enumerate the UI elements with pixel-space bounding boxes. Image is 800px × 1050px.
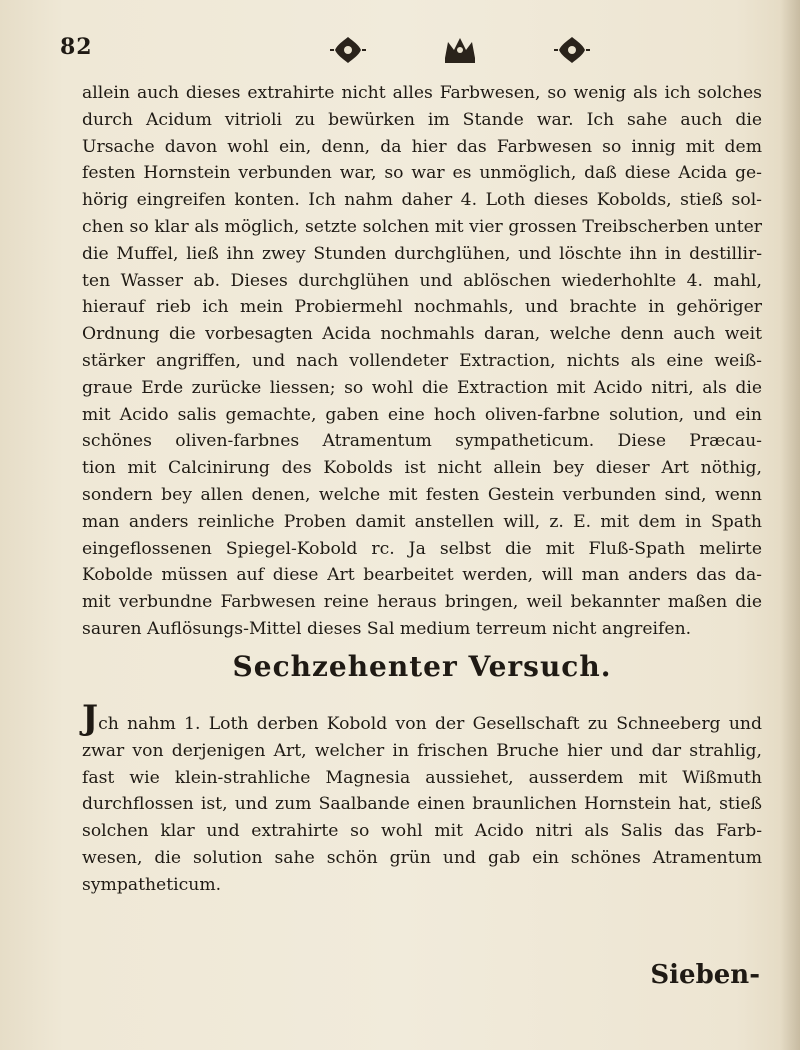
- section-heading: Sechzehenter Versuch.: [232, 650, 612, 683]
- text-line: festen Hornstein verbunden war, so war es unmöglich, daß diese Acida ge-: [82, 163, 762, 184]
- text-line: solchen klar und extrahirte so wohl mit Acido nitri als Salis das Farb-: [82, 821, 762, 842]
- page-number: 82: [60, 34, 93, 60]
- header-ornaments: [330, 30, 590, 70]
- paragraph-1: [82, 80, 762, 643]
- text-line: Kobolde müssen auf diese Art bearbeitet werden, will man anders das da-: [82, 565, 762, 586]
- text-line: hörig eingreifen konten. Ich nahm daher 4. Loth dieses Kobolds, stieß sol-: [82, 190, 762, 211]
- text-line: ten Wasser ab. Dieses durchglühen und ablöschen wiederhohlte 4. mahl,: [82, 270, 762, 291]
- paragraph-2: [82, 698, 762, 899]
- text-line: chen so klar als möglich, setzte solchen mit vier grossen Treibscherben unter: [82, 216, 762, 237]
- fleuron-icon: [554, 34, 590, 66]
- text-line: [82, 698, 762, 738]
- text-line: Ordnung die vorbesagten Acida nochmahls daran, welche denn auch weit: [82, 324, 762, 345]
- text-line: hierauf rieb ich mein Probiermehl nochmahls, und brachte in gehöriger: [82, 297, 762, 318]
- text-line: zwar von derjenigen Art, welcher in frischen Bruche hier und dar strahlig,: [82, 740, 762, 761]
- text-line: durchflossen ist, und zum Saalbande einen braunlichen Hornstein hat, stieß: [82, 794, 762, 815]
- page-header: [60, 30, 760, 70]
- text-line: allein auch dieses extrahirte nicht alles Farbwesen, so wenig als ich solches: [82, 83, 762, 103]
- text-line: mit verbundne Farbwesen reine heraus bringen, weil bekannter maßen die: [82, 592, 762, 613]
- text-line: eingeflossenen Spiegel-Kobold rc. Ja selbst die mit Fluß-Spath melirte: [82, 538, 762, 559]
- text-line: sondern bey allen denen, welche mit festen Gestein verbunden sind, wenn: [82, 484, 762, 505]
- fleuron-icon: [330, 34, 366, 66]
- text-line: tion mit Calcinirung des Kobolds ist nicht allein bey dieser Art nöthig,: [82, 458, 762, 479]
- text-line-rest: ch nahm 1. Loth derben Kobold von der Gesellschaft zu Schneeberg und: [98, 714, 762, 734]
- text-line: fast wie klein-strahliche Magnesia aussiehet, ausserdem mit Wißmuth: [82, 767, 762, 788]
- page-edge-shadow: [780, 0, 800, 1050]
- text-line: mit Acido salis gemachte, gaben eine hoch oliven-farbne solution, und ein: [82, 404, 762, 425]
- text-line: durch Acidum vitrioli zu bewürken im Stande war. Ich sahe auch die: [82, 109, 762, 130]
- text-line: die Muffel, ließ ihn zwey Stunden durchglühen, und löschte ihn in destillir-: [82, 243, 762, 264]
- text-line: wesen, die solution sahe schön grün und gab ein schönes Atramentum: [82, 847, 762, 868]
- text-line: man anders reinliche Proben damit anstellen will, z. E. mit dem in Spath: [82, 511, 762, 532]
- text-line: stärker angriffen, und nach vollendeter Extraction, nichts als eine weiß-: [82, 350, 762, 371]
- text-line: sympatheticum.: [82, 874, 222, 895]
- text-line: sauren Auflösungs-Mittel dieses Sal medium terreum nicht angreifen.: [82, 618, 692, 639]
- text-line: graue Erde zurücke liessen; so wohl die Extraction mit Acido nitri, als die: [82, 377, 762, 398]
- crown-ornament-icon: [442, 34, 478, 66]
- drop-cap: J: [82, 698, 99, 738]
- text-line: Ursache davon wohl ein, denn, da hier das Farbwesen so innig mit dem: [82, 136, 762, 157]
- catchword: Sieben-: [650, 960, 760, 990]
- text-line: schönes oliven-farbnes Atramentum sympatheticum. Diese Præcau-: [82, 431, 762, 452]
